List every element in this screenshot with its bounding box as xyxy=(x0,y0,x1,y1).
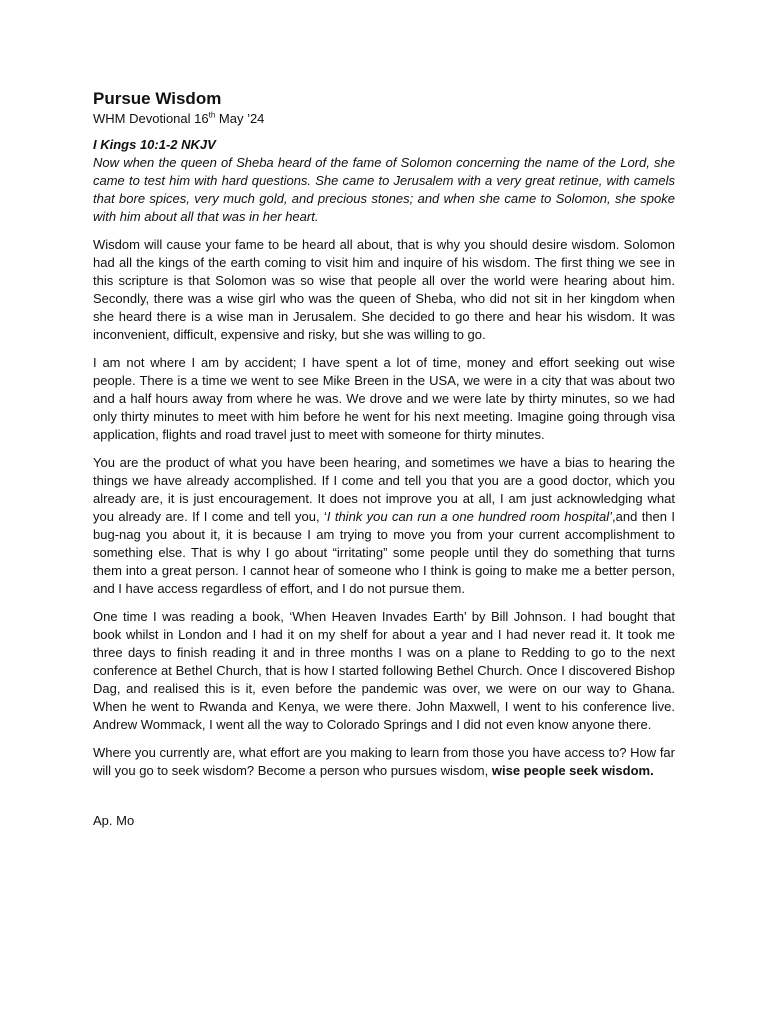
devotional-date-line xyxy=(93,110,675,128)
paragraph-3-text-b: ,and then I bug-nag you about it, it is because I am trying to move you from your current accomplishment to something else. That is why I go about “irritating” some people until they do something that turns them into a great person. I cannot hear of someone who I think is going to make me a better person, and I have access regardless of effort, and I do not pursue them. xyxy=(93,509,675,596)
subtitle-ordinal: th xyxy=(208,110,216,120)
scripture-passage: Now when the queen of Sheba heard of the fame of Solomon concerning the name of the Lord, she came to test him with hard questions. She came to Jerusalem with a very great retinue, with camels that bore spices, very much gold, and precious stones; and when she came to Solomon, she spoke with him about all that was in her heart. xyxy=(93,155,675,224)
paragraph-3 xyxy=(93,454,675,598)
scripture-reference: I Kings 10:1-2 NKJV xyxy=(93,137,216,152)
page-title: Pursue Wisdom xyxy=(93,89,222,108)
paragraph-2: I am not where I am by accident; I have spent a lot of time, money and effort seeking out wise people. There is a time we went to see Mike Breen in the USA, we were in a city that was about two and a half hours away from where he was. We drove and we were late by thirty minutes, so we had only thirty minutes to meet with him before he went for his next meeting. Imagine going through visa application, flights and road travel just to meet with someone for thirty minutes. xyxy=(93,355,675,442)
paragraph-5-emphasis: wise people seek wisdom. xyxy=(491,763,654,778)
paragraph-4: One time I was reading a book, ‘When Heaven Invades Earth’ by Bill Johnson. I had bought that book whilst in London and I had it on my shelf for about a year and I had never read it. It took me three days to finish reading it and in three months I was on a plane to Redding to go to the next conference at Bethel Church, that is how I started following Bethel Church. Once I discovered Bishop Dag, and realised this is it, even before the pandemic was over, we were on our way to Ghana. When he went to Rwanda and Kenya, we were there. John Maxwell, I went to his conference live. Andrew Wommack, I went all the way to Colorado Springs and I did not even know anyone there. xyxy=(93,609,675,732)
paragraph-3-text-a: You are the product of what you have been hearing, and sometimes we have a bias to hearing the things we have already accomplished. If I come and tell you that you are a good doctor, which you already are, it is just encouragement. It does not improve you at all, I am just acknowledging what you already are. If I come and tell you, ‘ xyxy=(93,455,675,524)
subtitle-prefix: WHM Devotional 16 xyxy=(93,111,209,126)
paragraph-5-text: Where you currently are, what effort are you making to learn from those you have access to? How far will you go to seek wisdom? Become a person who pursues wisdom, xyxy=(93,745,675,778)
paragraph-1: Wisdom will cause your fame to be heard all about, that is why you should desire wisdom. Solomon had all the kings of the earth coming to visit him and inquire of his wisdom. The first thing we see in this scripture is that Solomon was so wise that people all over the world were hearing about him. Secondly, there was a wise girl who was the queen of Sheba, who did not sit in her kingdom when she heard there is a wise man in Jerusalem. She decided to go there and hear his wisdom. It was inconvenient, difficult, expensive and risky, but she was willing to go. xyxy=(93,237,675,342)
paragraph-5 xyxy=(93,744,675,780)
paragraph-3-quote: I think you can run a one hundred room hospital’ xyxy=(326,509,613,524)
devotional-page xyxy=(93,88,675,830)
subtitle-suffix: May ’24 xyxy=(215,111,265,126)
author-signature: Ap. Mo xyxy=(93,813,135,828)
